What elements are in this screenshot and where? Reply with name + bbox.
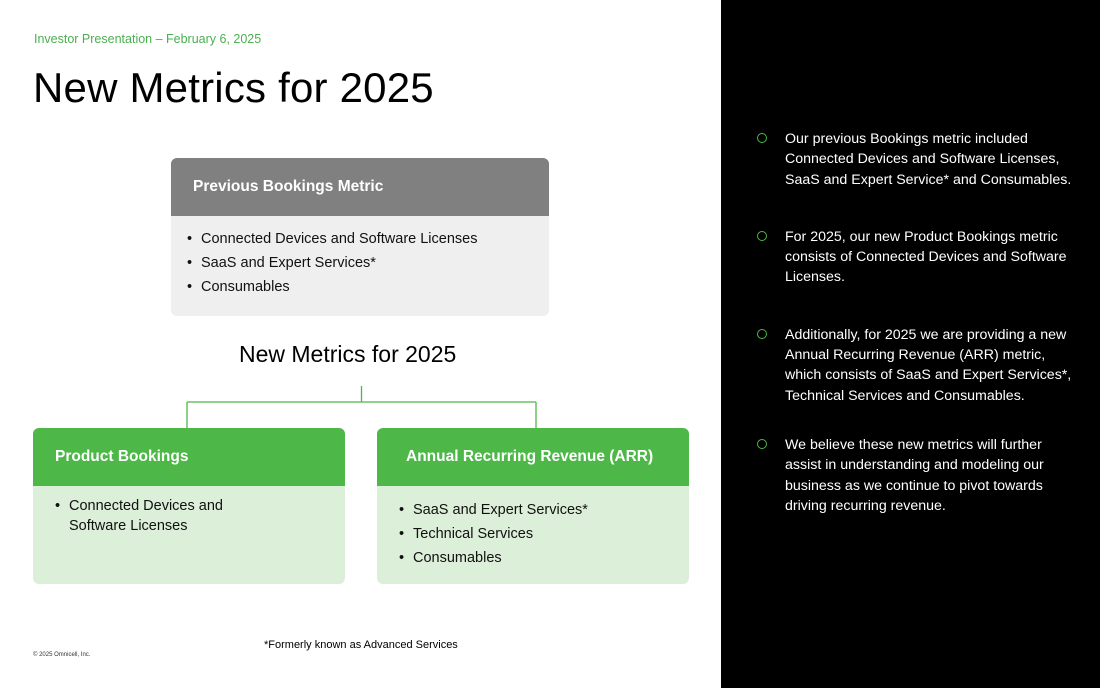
previous-bookings-card: [171, 158, 549, 316]
circle-bullet-icon: [757, 231, 767, 241]
list-item: • Consumables: [187, 275, 533, 299]
sidebar-bullet: [756, 435, 1076, 516]
sidebar-bullet-text: Additionally, for 2025 we are providing a new Annual Recurring Revenue (ARR) metric, which consists of SaaS and Expert Services*, Technical Services and Consumables.: [785, 326, 1072, 404]
circle-bullet-icon: [757, 439, 767, 449]
sidebar-bullet-text: For 2025, our new Product Bookings metric consists of Connected Devices and Software Licenses.: [785, 228, 1067, 286]
circle-bullet-icon: [757, 133, 767, 143]
arr-card-title: Annual Recurring Revenue (ARR): [377, 428, 689, 486]
sidebar-bullet-text: We believe these new metrics will further assist in understanding and modeling our business as we continue to pivot towards driving recurring revenue.: [785, 436, 1044, 514]
arr-card: [377, 428, 689, 584]
circle-bullet-icon: [757, 329, 767, 339]
list-item: • Technical Services: [399, 522, 673, 546]
list-item: • Connected Devices and Software Licenses: [187, 227, 533, 251]
previous-bookings-list: [187, 227, 533, 299]
product-bookings-card: [33, 428, 345, 584]
sidebar-bullet: [756, 129, 1076, 190]
copyright: © 2025 Omnicell, Inc.: [33, 652, 91, 658]
arr-list: [399, 498, 673, 570]
product-bookings-list: [55, 496, 329, 536]
list-item: • SaaS and Expert Services*: [399, 498, 673, 522]
sidebar-bullet: [756, 325, 1076, 406]
list-item: • Consumables: [399, 546, 673, 570]
footnote: *Formerly known as Advanced Services: [264, 639, 458, 651]
sidebar-bullet-list: [756, 129, 1076, 516]
slide-title: New Metrics for 2025: [33, 64, 434, 111]
diagram-subtitle: New Metrics for 2025: [239, 341, 457, 367]
previous-bookings-card-title: Previous Bookings Metric: [171, 158, 549, 216]
list-item: • Connected Devices and Software Licenses: [55, 496, 245, 536]
sidebar-bullet-text: Our previous Bookings metric included Connected Devices and Software Licenses, SaaS and Expert Service* and Consumables.: [785, 131, 1072, 188]
presentation-kicker: Investor Presentation – February 6, 2025: [34, 32, 262, 46]
list-item: • SaaS and Expert Services*: [187, 251, 533, 275]
product-bookings-card-title: Product Bookings: [33, 428, 345, 486]
sidebar-bullet: [756, 227, 1076, 288]
